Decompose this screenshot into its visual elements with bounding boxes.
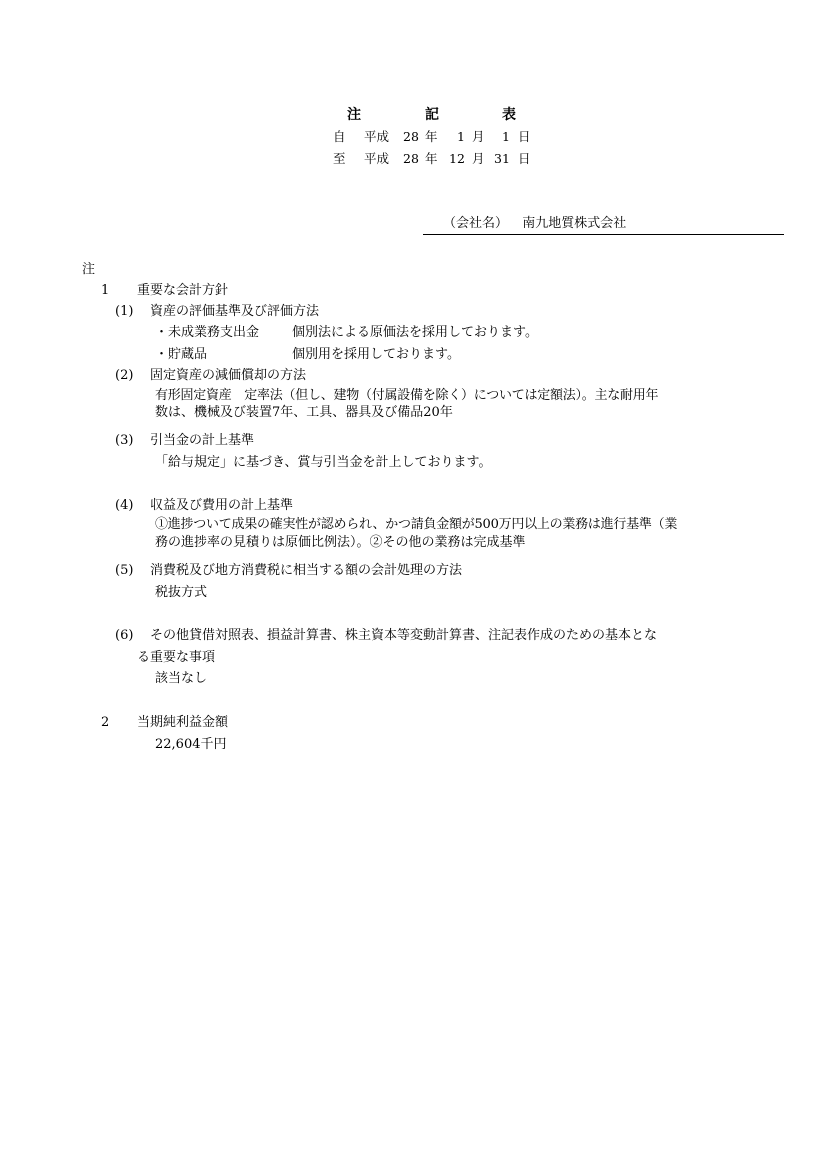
item6-title-line1: その他貸借対照表、損益計算書、株主資本等変動計算書、注記表作成のための基本とな: [150, 628, 658, 643]
item4-number: (4): [115, 498, 134, 513]
item1-row1-label: ・未成業務支出金: [155, 325, 260, 340]
period-to-day: 31: [494, 151, 510, 166]
item4-title: 収益及び費用の計上基準: [150, 498, 294, 513]
item2-number: (2): [115, 368, 134, 383]
period-from-month-unit: 月: [472, 129, 485, 144]
section2-number: 2: [101, 715, 110, 730]
section1-title: 重要な会計方針: [137, 283, 229, 298]
item5-title: 消費税及び地方消費税に相当する額の会計処理の方法: [150, 563, 463, 578]
company-underline: [423, 234, 784, 235]
item3-title: 引当金の計上基準: [150, 433, 255, 448]
company-label: （会社名）: [443, 216, 509, 231]
period-to-year-unit: 年: [425, 151, 438, 166]
notes-heading: 注: [82, 262, 96, 277]
period-from-month: 1: [457, 129, 465, 144]
item2-title: 固定資産の減価償却の方法: [150, 368, 307, 383]
item1-title: 資産の評価基準及び評価方法: [150, 304, 320, 319]
item6-line1: 該当なし: [155, 671, 208, 686]
section1-number: 1: [101, 283, 110, 298]
item5-number: (5): [115, 563, 134, 578]
period-to-era: 平成: [364, 151, 390, 166]
item5-line1: 税抜方式: [155, 585, 208, 600]
period-to-month: 12: [449, 151, 465, 166]
period-from-year: 28: [403, 129, 419, 144]
period-from-year-unit: 年: [425, 129, 438, 144]
section2-value: 22,604千円: [155, 737, 227, 752]
item1-row1-value: 個別法による原価法を採用しております。: [292, 325, 538, 340]
period-from-day-unit: 日: [518, 129, 531, 144]
item1-number: (1): [115, 304, 134, 319]
item3-number: (3): [115, 433, 134, 448]
company-block: [443, 217, 626, 230]
item6-number: (6): [115, 628, 134, 643]
period-from-era: 平成: [364, 129, 390, 144]
item1-row2-label: ・貯蔵品: [155, 347, 208, 362]
section2-title: 当期純利益金額: [137, 715, 229, 730]
item1-row2-value: 個別用を採用しております。: [292, 347, 460, 362]
item3-line1: 「給与規定」に基づき、賞与引当金を計上しております。: [155, 455, 492, 470]
item2-line1: 有形固定資産 定率法（但し、建物（付属設備を除く）については定額法）。主な耐用年: [155, 388, 659, 403]
period-from-day: 1: [502, 129, 510, 144]
item4-line1: ①進捗ついて成果の確実性が認められ、かつ請負金額が500万円以上の業務は進行基準（業: [155, 517, 678, 532]
title-char-3: 表: [502, 107, 516, 123]
period-from-label: 自: [333, 129, 346, 144]
item2-line2: 数は、機械及び装置7年、工具、器具及び備品20年: [155, 405, 453, 420]
period-to-row: [0, 153, 827, 169]
title-char-1: 注: [347, 107, 361, 123]
item6-title-line2: る重要な事項: [137, 650, 216, 665]
period-to-day-unit: 日: [518, 151, 531, 166]
period-to-label: 至: [333, 151, 346, 166]
period-to-year: 28: [403, 151, 419, 166]
period-to-month-unit: 月: [472, 151, 485, 166]
title-char-2: 記: [425, 107, 439, 123]
company-name: 南九地質株式会社: [522, 216, 627, 231]
period-from-row: [0, 131, 827, 147]
item4-line2: 務の進捗率の見積りは原価比例法）。②その他の業務は完成基準: [155, 535, 526, 550]
